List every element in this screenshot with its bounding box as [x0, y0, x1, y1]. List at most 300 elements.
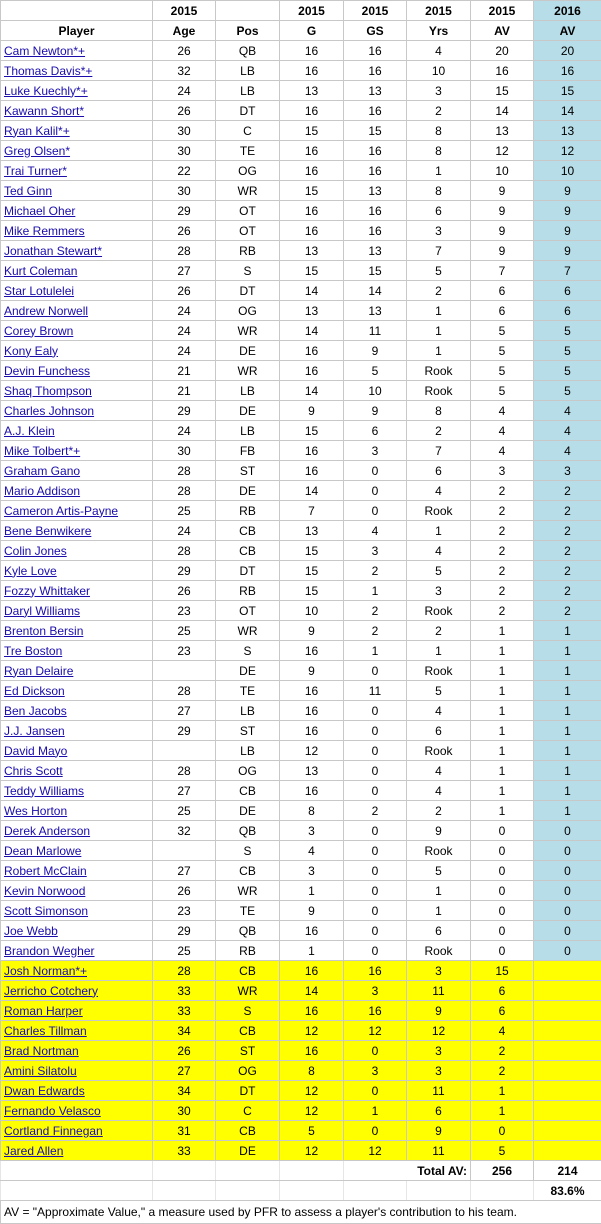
position-cell: ST [216, 721, 280, 741]
av-2015-cell: 9 [471, 181, 534, 201]
games-started-cell: 0 [344, 661, 407, 681]
games-cell: 16 [280, 781, 344, 801]
age-cell: 24 [153, 341, 216, 361]
years-cell: 2 [407, 281, 471, 301]
games-cell: 16 [280, 1041, 344, 1061]
av-2016-cell: 4 [534, 421, 601, 441]
games-started-cell: 12 [344, 1021, 407, 1041]
games-cell: 10 [280, 601, 344, 621]
games-started-cell: 3 [344, 541, 407, 561]
player-row [1, 441, 601, 461]
years-cell: 3 [407, 1061, 471, 1081]
player-name-link[interactable]: Jonathan Stewart* [1, 241, 153, 261]
years-cell: 4 [407, 541, 471, 561]
av-2016-cell: 1 [534, 621, 601, 641]
games-cell: 9 [280, 901, 344, 921]
games-started-cell: 0 [344, 761, 407, 781]
av-2015-cell: 2 [471, 1061, 534, 1081]
player-name-link[interactable]: Thomas Davis*+ [1, 61, 153, 81]
position-cell: DT [216, 1081, 280, 1101]
player-name-link[interactable]: Andrew Norwell [1, 301, 153, 321]
games-cell: 12 [280, 1021, 344, 1041]
games-cell: 12 [280, 741, 344, 761]
position-cell: CB [216, 1121, 280, 1141]
games-cell: 9 [280, 621, 344, 641]
empty-cell [153, 1181, 216, 1201]
player-name-link[interactable]: Shaq Thompson [1, 381, 153, 401]
player-name-link[interactable]: Greg Olsen* [1, 141, 153, 161]
player-name-link[interactable]: Kevin Norwood [1, 881, 153, 901]
games-started-cell: 0 [344, 701, 407, 721]
player-name-link[interactable]: Roman Harper [1, 1001, 153, 1021]
age-cell: 27 [153, 1061, 216, 1081]
av-2015-cell: 1 [471, 661, 534, 681]
av-2016-cell [534, 1061, 601, 1081]
age-cell: 27 [153, 861, 216, 881]
years-cell: 1 [407, 321, 471, 341]
games-started-cell: 0 [344, 821, 407, 841]
av-2016-cell [534, 981, 601, 1001]
empty-cell [1, 1181, 153, 1201]
years-cell: 3 [407, 961, 471, 981]
av-2015-cell: 2 [471, 521, 534, 541]
games-cell: 13 [280, 241, 344, 261]
av-2016-cell: 1 [534, 761, 601, 781]
player-name-link[interactable]: Brad Nortman [1, 1041, 153, 1061]
player-name-link[interactable]: Cam Newton*+ [1, 41, 153, 61]
years-cell: 3 [407, 81, 471, 101]
av-2016-cell: 3 [534, 461, 601, 481]
position-cell: S [216, 641, 280, 661]
av-2015-cell: 6 [471, 281, 534, 301]
games-cell: 14 [280, 381, 344, 401]
av-2016-cell: 9 [534, 201, 601, 221]
player-name-link[interactable]: A.J. Klein [1, 421, 153, 441]
games-started-cell: 1 [344, 641, 407, 661]
games-cell: 16 [280, 61, 344, 81]
footnote: AV = "Approximate Value," a measure used by PFR to assess a player's contribution to his team. [1, 1201, 601, 1224]
years-cell: Rook [407, 661, 471, 681]
player-name-link[interactable]: Josh Norman*+ [1, 961, 153, 981]
av-2016-cell: 0 [534, 881, 601, 901]
age-cell: 23 [153, 641, 216, 661]
player-row [1, 761, 601, 781]
games-cell: 9 [280, 661, 344, 681]
av-2015-cell: 2 [471, 1041, 534, 1061]
position-cell: DT [216, 281, 280, 301]
player-row [1, 281, 601, 301]
years-cell: 1 [407, 521, 471, 541]
position-cell: OG [216, 301, 280, 321]
av-2015-cell: 2 [471, 541, 534, 561]
position-cell: FB [216, 441, 280, 461]
av-2015-cell: 5 [471, 341, 534, 361]
position-cell: S [216, 841, 280, 861]
player-row [1, 461, 601, 481]
player-name-link[interactable]: Ted Ginn [1, 181, 153, 201]
years-cell: 4 [407, 481, 471, 501]
av-2016-cell: 1 [534, 721, 601, 741]
years-cell: 6 [407, 201, 471, 221]
position-cell: OT [216, 221, 280, 241]
games-started-cell: 2 [344, 801, 407, 821]
position-cell: TE [216, 901, 280, 921]
games-started-cell: 0 [344, 841, 407, 861]
player-row [1, 81, 601, 101]
av-2015-cell: 0 [471, 1121, 534, 1141]
av-2015-cell: 4 [471, 1021, 534, 1041]
age-cell: 28 [153, 481, 216, 501]
age-cell: 28 [153, 241, 216, 261]
av-2015-cell: 1 [471, 641, 534, 661]
years-cell: Rook [407, 381, 471, 401]
player-name-link[interactable]: Ed Dickson [1, 681, 153, 701]
age-cell: 33 [153, 981, 216, 1001]
player-name-link[interactable]: Charles Tillman [1, 1021, 153, 1041]
player-row [1, 321, 601, 341]
games-cell: 16 [280, 41, 344, 61]
games-started-cell: 16 [344, 101, 407, 121]
av-2016-cell: 1 [534, 741, 601, 761]
player-row [1, 701, 601, 721]
header-cell: Age [153, 21, 216, 41]
av-2016-cell: 1 [534, 641, 601, 661]
years-cell: 4 [407, 701, 471, 721]
position-cell: CB [216, 781, 280, 801]
years-cell: 3 [407, 581, 471, 601]
av-2016-cell: 2 [534, 601, 601, 621]
games-started-cell: 3 [344, 981, 407, 1001]
player-name-link[interactable]: Joe Webb [1, 921, 153, 941]
age-cell: 30 [153, 181, 216, 201]
games-cell: 1 [280, 941, 344, 961]
empty-cell [280, 1161, 344, 1181]
years-cell: 2 [407, 801, 471, 821]
player-row [1, 421, 601, 441]
header-cell: Pos [216, 21, 280, 41]
games-cell: 15 [280, 181, 344, 201]
games-started-cell: 5 [344, 361, 407, 381]
player-name-link[interactable]: Daryl Williams [1, 601, 153, 621]
years-cell: 3 [407, 1041, 471, 1061]
player-row [1, 581, 601, 601]
player-row [1, 381, 601, 401]
games-cell: 16 [280, 101, 344, 121]
games-cell: 15 [280, 581, 344, 601]
position-cell: QB [216, 821, 280, 841]
av-2015-cell: 1 [471, 721, 534, 741]
av-2016-cell: 15 [534, 81, 601, 101]
empty-cell [280, 1181, 344, 1201]
years-cell: 6 [407, 921, 471, 941]
games-cell: 16 [280, 701, 344, 721]
player-name-link[interactable]: Kyle Love [1, 561, 153, 581]
player-row [1, 41, 601, 61]
games-started-cell: 0 [344, 861, 407, 881]
games-started-cell: 9 [344, 341, 407, 361]
av-2016-cell: 5 [534, 381, 601, 401]
games-started-cell: 16 [344, 961, 407, 981]
player-name-link[interactable]: Graham Gano [1, 461, 153, 481]
player-name-link[interactable]: Kurt Coleman [1, 261, 153, 281]
player-name-link[interactable]: Derek Anderson [1, 821, 153, 841]
player-name-link[interactable]: Colin Jones [1, 541, 153, 561]
years-cell: 2 [407, 421, 471, 441]
age-cell: 24 [153, 321, 216, 341]
age-cell: 29 [153, 921, 216, 941]
games-cell: 16 [280, 141, 344, 161]
position-cell: QB [216, 921, 280, 941]
years-cell: 1 [407, 341, 471, 361]
player-name-link[interactable]: Fernando Velasco [1, 1101, 153, 1121]
av-2016-cell [534, 1141, 601, 1161]
player-name-link[interactable]: Mike Remmers [1, 221, 153, 241]
years-cell: 1 [407, 641, 471, 661]
position-cell: CB [216, 861, 280, 881]
header-cell: 2015 [280, 1, 344, 21]
player-name-link[interactable]: Charles Johnson [1, 401, 153, 421]
av-2015-cell: 1 [471, 781, 534, 801]
empty-cell [216, 1181, 280, 1201]
years-cell: 8 [407, 401, 471, 421]
games-started-cell: 16 [344, 221, 407, 241]
header-cell [1, 1, 153, 21]
age-cell: 21 [153, 381, 216, 401]
years-cell: 5 [407, 681, 471, 701]
position-cell: LB [216, 81, 280, 101]
player-name-link[interactable]: Wes Horton [1, 801, 153, 821]
games-started-cell: 11 [344, 321, 407, 341]
player-name-link[interactable]: Fozzy Whittaker [1, 581, 153, 601]
age-cell: 30 [153, 441, 216, 461]
games-cell: 16 [280, 341, 344, 361]
position-cell: LB [216, 701, 280, 721]
player-name-link[interactable]: Brenton Bersin [1, 621, 153, 641]
games-cell: 15 [280, 261, 344, 281]
player-name-link[interactable]: Ben Jacobs [1, 701, 153, 721]
player-row [1, 741, 601, 761]
age-cell: 28 [153, 961, 216, 981]
departed-player-row [1, 1061, 601, 1081]
player-name-link[interactable]: Scott Simonson [1, 901, 153, 921]
av-2015-cell: 0 [471, 821, 534, 841]
games-started-cell: 16 [344, 141, 407, 161]
player-name-link[interactable]: Mike Tolbert*+ [1, 441, 153, 461]
total-av-2015: 256 [471, 1161, 534, 1181]
games-cell: 12 [280, 1141, 344, 1161]
av-2015-cell: 4 [471, 421, 534, 441]
departed-player-row [1, 1021, 601, 1041]
av-2015-cell: 5 [471, 321, 534, 341]
position-cell: WR [216, 981, 280, 1001]
games-started-cell: 16 [344, 41, 407, 61]
player-row [1, 561, 601, 581]
games-cell: 14 [280, 981, 344, 1001]
years-cell: 5 [407, 861, 471, 881]
games-cell: 16 [280, 461, 344, 481]
games-cell: 15 [280, 121, 344, 141]
player-row [1, 781, 601, 801]
position-cell: WR [216, 361, 280, 381]
av-2015-cell: 1 [471, 1101, 534, 1121]
player-name-link[interactable]: Luke Kuechly*+ [1, 81, 153, 101]
player-name-link[interactable]: Star Lotulelei [1, 281, 153, 301]
games-cell: 9 [280, 401, 344, 421]
age-cell: 24 [153, 421, 216, 441]
position-cell: C [216, 121, 280, 141]
games-started-cell: 0 [344, 1121, 407, 1141]
years-cell: Rook [407, 501, 471, 521]
av-2015-cell: 0 [471, 861, 534, 881]
player-row [1, 201, 601, 221]
player-name-link[interactable]: Bene Benwikere [1, 521, 153, 541]
games-started-cell: 3 [344, 1061, 407, 1081]
games-cell: 16 [280, 441, 344, 461]
departed-player-row [1, 981, 601, 1001]
av-2016-cell: 5 [534, 321, 601, 341]
games-cell: 16 [280, 161, 344, 181]
games-started-cell: 0 [344, 881, 407, 901]
age-cell: 31 [153, 1121, 216, 1141]
player-name-link[interactable]: Corey Brown [1, 321, 153, 341]
player-name-link[interactable]: Ryan Kalil*+ [1, 121, 153, 141]
games-started-cell: 1 [344, 1101, 407, 1121]
years-cell: Rook [407, 741, 471, 761]
games-started-cell: 16 [344, 1001, 407, 1021]
av-2016-cell: 7 [534, 261, 601, 281]
years-cell: 8 [407, 141, 471, 161]
games-cell: 16 [280, 221, 344, 241]
years-cell: 6 [407, 1101, 471, 1121]
years-cell: 5 [407, 561, 471, 581]
av-2015-cell: 9 [471, 221, 534, 241]
player-name-link[interactable]: Teddy Williams [1, 781, 153, 801]
player-name-link[interactable]: Dwan Edwards [1, 1081, 153, 1101]
games-cell: 5 [280, 1121, 344, 1141]
player-name-link[interactable]: Devin Funchess [1, 361, 153, 381]
position-cell: DE [216, 801, 280, 821]
player-name-link[interactable]: Kony Ealy [1, 341, 153, 361]
years-cell: Rook [407, 361, 471, 381]
player-name-link[interactable]: Cortland Finnegan [1, 1121, 153, 1141]
empty-cell [216, 1161, 280, 1181]
player-row [1, 521, 601, 541]
av-2016-cell: 20 [534, 41, 601, 61]
av-2015-cell: 5 [471, 1141, 534, 1161]
games-started-cell: 0 [344, 941, 407, 961]
header-cell: 2015 [407, 1, 471, 21]
games-started-cell: 11 [344, 681, 407, 701]
games-cell: 13 [280, 301, 344, 321]
player-row [1, 681, 601, 701]
games-started-cell: 13 [344, 181, 407, 201]
player-name-link[interactable]: Dean Marlowe [1, 841, 153, 861]
player-name-link[interactable]: Jerricho Cotchery [1, 981, 153, 1001]
position-cell: WR [216, 181, 280, 201]
player-name-link[interactable]: J.J. Jansen [1, 721, 153, 741]
player-name-link[interactable]: Chris Scott [1, 761, 153, 781]
player-name-link[interactable]: Kawann Short* [1, 101, 153, 121]
av-2016-cell: 1 [534, 661, 601, 681]
position-cell: DE [216, 661, 280, 681]
years-cell: 2 [407, 621, 471, 641]
av-2015-cell: 1 [471, 741, 534, 761]
header-row-year [1, 1, 601, 21]
games-cell: 14 [280, 281, 344, 301]
av-2016-cell: 5 [534, 341, 601, 361]
player-name-link[interactable]: Robert McClain [1, 861, 153, 881]
games-cell: 4 [280, 841, 344, 861]
games-cell: 7 [280, 501, 344, 521]
departed-player-row [1, 1001, 601, 1021]
years-cell: 7 [407, 441, 471, 461]
position-cell: LB [216, 61, 280, 81]
age-cell: 29 [153, 201, 216, 221]
av-2016-cell: 0 [534, 941, 601, 961]
years-cell: 3 [407, 221, 471, 241]
player-name-link[interactable]: Mario Addison [1, 481, 153, 501]
av-2016-cell: 2 [534, 501, 601, 521]
av-2015-cell: 5 [471, 361, 534, 381]
av-2015-cell: 0 [471, 901, 534, 921]
av-2016-cell: 16 [534, 61, 601, 81]
games-started-cell: 14 [344, 281, 407, 301]
header-cell: GS [344, 21, 407, 41]
av-2016-cell: 0 [534, 861, 601, 881]
age-cell: 27 [153, 261, 216, 281]
departed-player-row [1, 1141, 601, 1161]
position-cell: DT [216, 561, 280, 581]
av-2015-cell: 0 [471, 941, 534, 961]
age-cell: 34 [153, 1021, 216, 1041]
player-name-link[interactable]: David Mayo [1, 741, 153, 761]
games-started-cell: 3 [344, 441, 407, 461]
player-name-link[interactable]: Ryan Delaire [1, 661, 153, 681]
years-cell: Rook [407, 841, 471, 861]
years-cell: 9 [407, 821, 471, 841]
player-name-link[interactable]: Cameron Artis-Payne [1, 501, 153, 521]
header-cell: 2015 [153, 1, 216, 21]
av-2016-cell: 2 [534, 581, 601, 601]
av-2016-cell: 1 [534, 781, 601, 801]
player-name-link[interactable]: Trai Turner* [1, 161, 153, 181]
years-cell: 2 [407, 101, 471, 121]
position-cell: WR [216, 881, 280, 901]
av-2015-cell: 1 [471, 701, 534, 721]
player-row [1, 101, 601, 121]
position-cell: RB [216, 501, 280, 521]
games-started-cell: 16 [344, 61, 407, 81]
player-name-link[interactable]: Tre Boston [1, 641, 153, 661]
games-cell: 16 [280, 681, 344, 701]
position-cell: CB [216, 961, 280, 981]
retained-percentage: 83.6% [534, 1181, 601, 1201]
av-2016-cell: 12 [534, 141, 601, 161]
age-cell: 25 [153, 621, 216, 641]
av-2016-cell [534, 1001, 601, 1021]
player-name-link[interactable]: Michael Oher [1, 201, 153, 221]
position-cell: LB [216, 381, 280, 401]
games-started-cell: 0 [344, 741, 407, 761]
player-row [1, 161, 601, 181]
position-cell: RB [216, 581, 280, 601]
player-name-link[interactable]: Brandon Wegher [1, 941, 153, 961]
header-cell: Yrs [407, 21, 471, 41]
av-2016-cell: 6 [534, 281, 601, 301]
player-name-link[interactable]: Jared Allen [1, 1141, 153, 1161]
player-row [1, 181, 601, 201]
player-name-link[interactable]: Amini Silatolu [1, 1061, 153, 1081]
